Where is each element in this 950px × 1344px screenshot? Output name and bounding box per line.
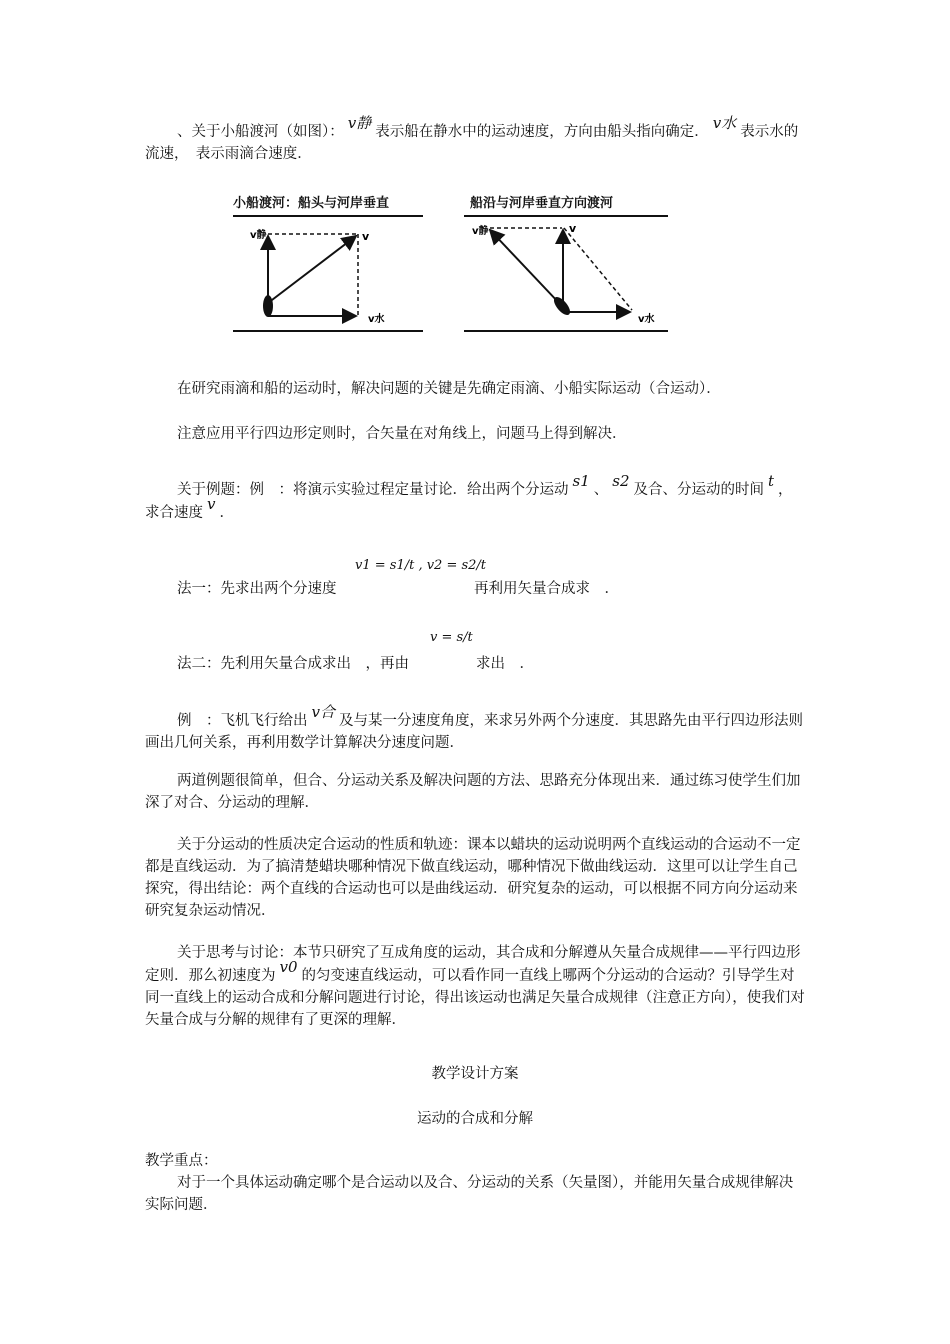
focus-text: 对于一个具体运动确定哪个是合运动以及合、分运动的关系（矢量图），并能用矢量合成规律解决实际问题． xyxy=(145,1175,794,1213)
paragraph-boat-crossing xyxy=(145,114,805,165)
text-segment: 、关于小船渡河（如图）： xyxy=(177,124,344,140)
symbol-s1: s1 xyxy=(572,472,590,490)
symbol-v0: v0 xyxy=(279,958,298,976)
paragraph-summary: 两道例题很简单，但合、分运动关系及解决问题的方法、思路充分体现出来．通过练习使学生们加深了对合、分运动的理解． xyxy=(145,773,801,811)
text-segment: 求出 ． xyxy=(476,656,534,672)
text-segment: 例 ：飞机飞行给出 xyxy=(177,713,308,729)
left-v-resultant-arrow xyxy=(268,236,356,303)
right-label-v-still: v静 xyxy=(472,226,489,237)
left-label-v-water: v水 xyxy=(368,314,385,325)
paragraph-properties: 关于分运动的性质决定合运动的性质和轨迹：课本以蜡块的运动说明两个直线运动的合运动不一定都是直线运动．为了搞清楚蜡块哪种情况下做直线运动，哪种情况下做曲线运动．这里可以让学生自己探究，得出结论：两个直线的合运动也可以是曲线运动．研究复杂的运动，可以根据不同方向分运动来研究复杂运动情况． xyxy=(145,837,801,919)
symbol-s2: s2 xyxy=(612,472,630,490)
paragraph-example xyxy=(145,472,805,524)
method-two-tail xyxy=(476,653,776,675)
text-segment: 关于例题：例 ：将演示实验过程定量讨论．给出两个分运动 xyxy=(177,482,569,498)
paragraph-discussion xyxy=(145,942,805,1031)
text-segment: 、 xyxy=(593,482,609,498)
text-segment: ，求合速度 xyxy=(145,482,793,521)
left-boat xyxy=(263,295,273,317)
text-segment: ． xyxy=(219,505,234,521)
text-segment: 及合、分运动的时间 xyxy=(633,482,764,498)
text-segment: 及与某一分速度角度，来求另外两个分速度．其思路先由平行四边形法则画出几何关系，再利用数学计算解决分速度问题． xyxy=(145,713,803,751)
text-segment: 再利用矢量合成求 ． xyxy=(474,581,619,597)
left-label-v: v xyxy=(362,230,370,243)
right-label-v-water: v水 xyxy=(638,314,655,325)
right-dashed-diag xyxy=(564,228,632,310)
text-segment: 法二：先利用矢量合成求出 ，再由 xyxy=(177,656,409,672)
boat-crossing-figure xyxy=(228,188,668,338)
text-segment: 关于思考与讨论：本节只研究了互成角度的运动，其合成和分解遵从矢量合成规律——平行四边形定则．那么初速度为 xyxy=(145,945,801,984)
right-label-v: v xyxy=(569,222,577,235)
left-label-v-still: v静 xyxy=(250,230,267,241)
formula-resultant-velocity: v = s/t xyxy=(430,630,473,645)
method-one-tail xyxy=(474,578,774,600)
right-v-still-arrow xyxy=(490,230,560,304)
symbol-t: t xyxy=(768,472,775,490)
focus-label: 教学重点： xyxy=(145,1153,218,1169)
heading-design-plan: 教学设计方案 xyxy=(431,1066,519,1082)
symbol-v-still: v静 xyxy=(347,114,372,132)
text-segment: 的匀变速直线运动，可以看作同一直线上哪两个分运动的合运动？引导学生对同一直线上的运动合成和分解问题进行讨论，得出该运动也满足矢量合成规律（注意正方向），使我们对矢量合成与分解的规律有了更深的理解． xyxy=(145,968,805,1028)
paragraph-key-point: 在研究雨滴和船的运动时，解决问题的关键是先确定雨滴、小船实际运动（合运动）． xyxy=(177,381,721,397)
figure-left-title: 小船渡河：船头与河岸垂直 xyxy=(233,196,390,211)
text-segment: 表示船在静水中的运动速度，方向由船头指向确定． xyxy=(375,124,709,140)
paragraph-airplane xyxy=(145,703,805,754)
heading-lesson-title: 运动的合成和分解 xyxy=(417,1111,533,1127)
symbol-v-water: v水 xyxy=(712,114,737,132)
symbol-v-plane: v合 xyxy=(311,703,335,721)
text-segment: 表示水的流速， 表示雨滴合速度． xyxy=(145,124,799,162)
paragraph-parallelogram: 注意应用平行四边形定则时，合矢量在对角线上，问题马上得到解决． xyxy=(177,426,627,442)
formula-component-velocities: v1 = s1/t , v2 = s2/t xyxy=(355,558,487,573)
text-segment: 法一：先求出两个分速度 xyxy=(177,581,337,597)
symbol-v: v xyxy=(207,495,216,513)
figure-right-title: 船沿与河岸垂直方向渡河 xyxy=(470,196,614,211)
